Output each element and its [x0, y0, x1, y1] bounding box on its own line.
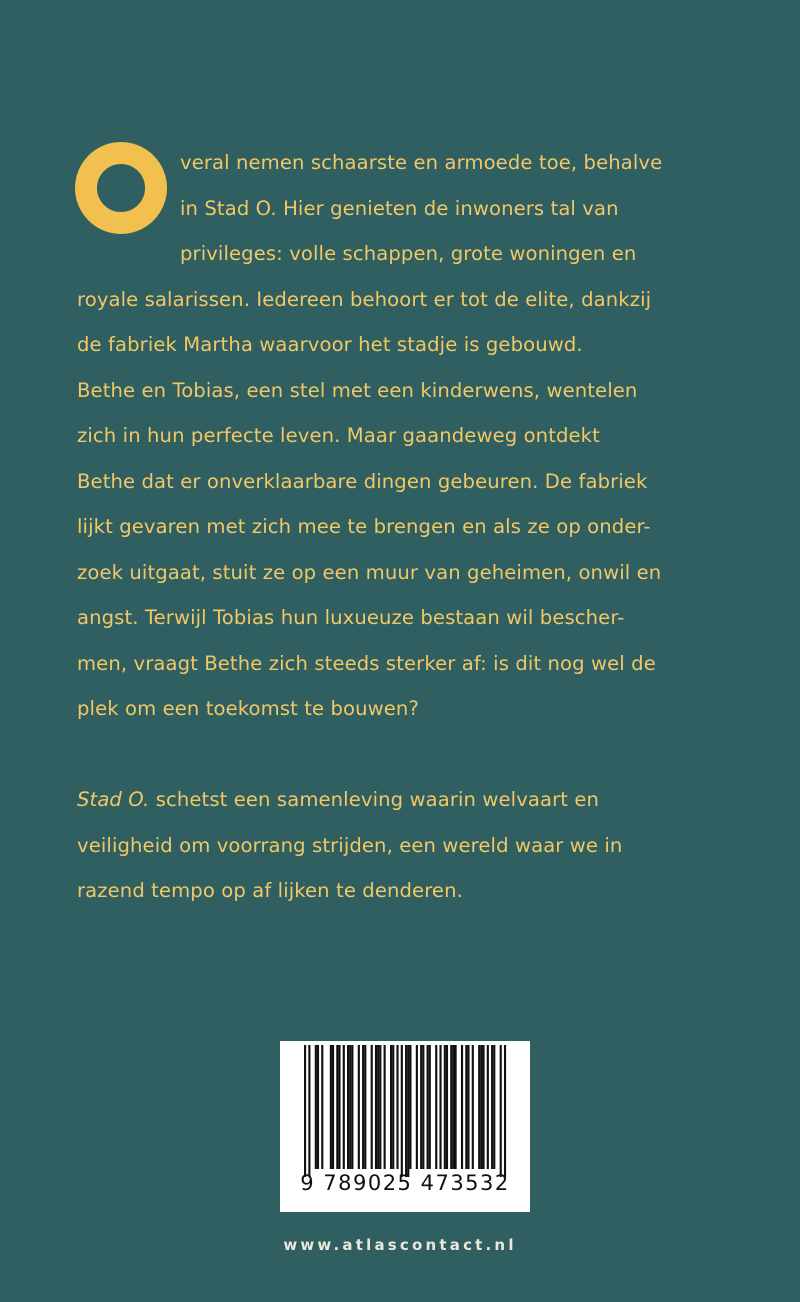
barcode	[280, 1041, 530, 1212]
barcode-bar	[487, 1045, 489, 1169]
barcode-bar	[396, 1045, 398, 1169]
barcode-bar	[427, 1045, 429, 1169]
barcode-bar	[358, 1045, 360, 1169]
barcode-bar	[491, 1045, 493, 1169]
blurb-line: in Stad O. Hier genieten de inwoners tal van	[180, 196, 619, 220]
barcode-bar	[371, 1045, 373, 1169]
blurb-line: veral nemen schaarste en armoede toe, behalve	[180, 151, 663, 174]
barcode-bar	[455, 1045, 457, 1169]
barcode-bar	[317, 1045, 319, 1169]
blurb-line: privileges: volle schappen, grote woningen en	[180, 242, 637, 265]
barcode-bar	[500, 1045, 502, 1177]
blurb-line: de fabriek Martha waarvoor het stadje is gebouwd.	[77, 333, 583, 356]
paragraph-gap	[77, 732, 737, 778]
barcode-bar	[332, 1045, 334, 1169]
blurb-line: zoek uitgaat, stuit ze op een muur van geheimen, onwil en	[77, 560, 662, 584]
barcode-bar	[444, 1045, 446, 1169]
blurb-line: plek om een toekomst te bouwen?	[77, 697, 419, 720]
barcode-bar	[347, 1045, 349, 1169]
barcode-bar	[349, 1045, 351, 1169]
dropcap-o	[75, 142, 167, 234]
barcode-bar	[351, 1045, 353, 1169]
publisher-website: www.atlascontact.nl	[283, 1236, 517, 1254]
barcode-bar	[336, 1045, 338, 1169]
isbn-number: 9 789025 473532	[300, 1171, 510, 1195]
barcode-bar	[452, 1045, 454, 1169]
blurb-text	[77, 140, 737, 914]
barcode-bar	[338, 1045, 340, 1169]
barcode-bar	[439, 1045, 441, 1169]
barcode-bar	[343, 1045, 345, 1169]
barcode-bar	[362, 1045, 364, 1169]
barcode-bar	[308, 1045, 310, 1177]
barcode-bar	[405, 1045, 407, 1177]
barcode-bar	[384, 1045, 386, 1169]
barcode-bar	[480, 1045, 482, 1169]
barcode-bar	[409, 1045, 411, 1169]
barcode-bar	[304, 1045, 306, 1177]
barcode-bar	[446, 1045, 448, 1169]
barcode-bar	[401, 1045, 403, 1177]
barcode-bar	[465, 1045, 467, 1169]
blurb-line-rest: schetst een samenleving waarin welvaart en	[149, 788, 600, 811]
barcode-bar	[420, 1045, 422, 1169]
blurb-line: lijkt gevaren met zich mee te brengen en als ze op onder-	[77, 515, 651, 538]
barcode-bar	[504, 1045, 506, 1177]
blurb-line: razend tempo op af lijken te denderen.	[77, 879, 463, 902]
blurb-line: angst. Terwijl Tobias hun luxueuze bestaan wil bescher-	[77, 606, 625, 629]
barcode-bar	[435, 1045, 437, 1169]
barcode-bar	[379, 1045, 381, 1169]
barcode-bar	[450, 1045, 452, 1169]
barcode-bar	[392, 1045, 394, 1169]
barcode-bar	[422, 1045, 424, 1169]
barcode-bar	[429, 1045, 431, 1169]
barcode-bar	[375, 1045, 377, 1169]
blurb-line: zich in hun perfecte leven. Maar gaandeweg ontdekt	[77, 424, 600, 447]
barcode-bar	[416, 1045, 418, 1169]
barcode-bar	[461, 1045, 463, 1169]
barcode-bar	[493, 1045, 495, 1169]
barcode-bar	[321, 1045, 323, 1169]
barcode-bar	[330, 1045, 332, 1169]
barcode-bar	[478, 1045, 480, 1169]
barcode-bar	[407, 1045, 409, 1177]
blurb-line: veiligheid om voorrang strijden, een wereld waar we in	[77, 833, 623, 857]
barcode-bar	[390, 1045, 392, 1169]
book-title-italic: Stad O.	[77, 788, 150, 811]
blurb-line: royale salarissen. Iedereen behoort er tot de elite, dankzij	[77, 287, 652, 311]
barcode-bar	[467, 1045, 469, 1169]
barcode-bar	[472, 1045, 474, 1169]
blurb-line: men, vraagt Bethe zich steeds sterker af: is dit nog wel de	[77, 651, 656, 675]
blurb-line	[77, 777, 737, 823]
barcode-bar	[482, 1045, 484, 1169]
barcode-bar	[315, 1045, 317, 1169]
blurb-line: Bethe en Tobias, een stel met een kinderwens, wentelen	[77, 378, 638, 402]
barcode-bar	[364, 1045, 366, 1169]
barcode-bar	[377, 1045, 379, 1169]
blurb-line: Bethe dat er onverklaarbare dingen gebeuren. De fabriek	[77, 469, 648, 493]
